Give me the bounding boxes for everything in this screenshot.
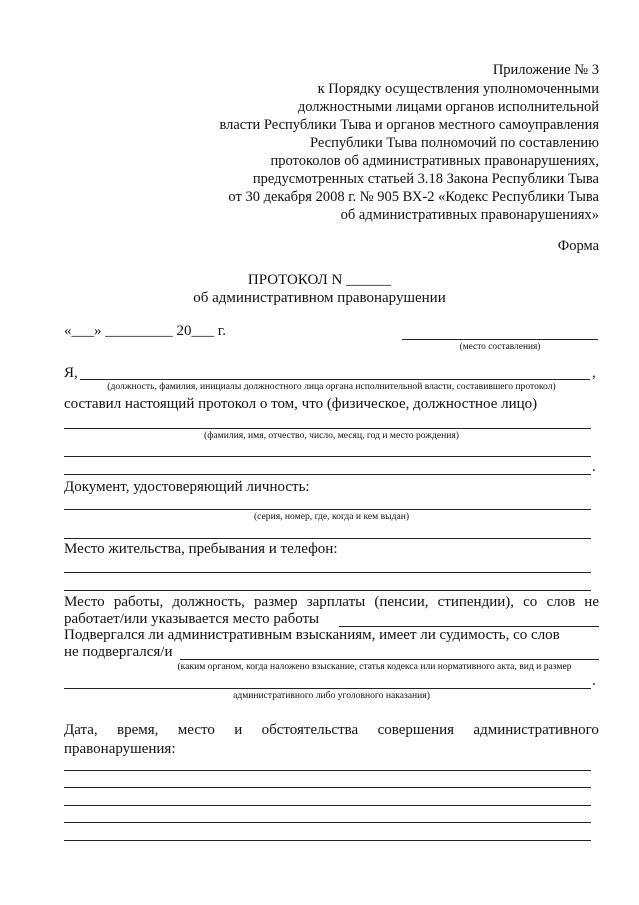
place-caption: (место составления) [459,342,541,352]
protocol-title: ПРОТОКОЛ N ______ [247,272,392,288]
word: стипендии), [437,594,515,610]
appendix-line: об административных правонарушениях» [340,207,599,223]
penalty-question: Подвергался ли административным взысканиям, имеет ли судимость, со слов [64,627,560,643]
penalty-answer-label: не подвергался/и [64,644,173,660]
official-caption: (должность, фамилия, инициалы должностного лица органа исполнительной власти, составившего протокол) [107,381,556,392]
appendix-line: предусмотренных статьей 3.18 Закона Республики Тыва [252,171,599,187]
penalty-line [64,688,591,689]
comma: , [592,365,596,381]
residence-line [64,572,591,573]
appendix-line: власти Республики Тыва и органов местного самоуправления [219,117,599,133]
word: Место [64,594,105,610]
circumstances-line1 [64,722,599,739]
word: не [584,594,599,610]
person-line [64,456,591,457]
composed-text: составил настоящий протокол о том, что (физическое, должностное лицо) [64,396,538,412]
circumstances-line [64,770,591,771]
person-caption: (фамилия, имя, отчество, число, месяц, год и место рождения) [204,430,459,441]
residence-label: Место жительства, пребывания и телефон: [64,541,338,557]
penalty-caption: (каким органом, когда наложено взыскание, статья кодекса или нормативного акта, вид и размер [177,661,572,672]
word: должность, [172,594,245,610]
word: (пенсии, [374,594,429,610]
appendix-line: к Порядку осуществления уполномоченными [317,81,599,97]
document-line [64,538,591,539]
word: слов [546,594,576,610]
residence-line [64,590,591,591]
place-line [402,339,598,340]
official-line [80,379,590,380]
work-text-line1 [64,594,599,611]
word: административного [473,722,599,738]
document-caption: (серия, номер, где, когда и кем выдан) [253,511,410,522]
appendix-line: протоколов об административных правонарушениях, [270,153,599,169]
form-label: Форма [557,238,599,254]
circumstances-line [64,787,591,788]
word: Дата, [64,722,98,738]
word: и [234,722,243,738]
appendix-number: Приложение № 3 [492,62,599,78]
word: зарплаты [306,594,366,610]
word: размер [254,594,298,610]
word: работы, [113,594,164,610]
person-line [64,474,591,475]
document-label: Документ, удостоверяющий личность: [64,479,310,495]
penalty-line [180,659,599,660]
circumstances-line [64,822,591,823]
circumstances-line [64,805,591,806]
circumstances-line [64,840,591,841]
word: со [523,594,538,610]
document-line [64,509,591,510]
appendix-line: должностными лицами органов исполнительной [297,99,599,115]
word: время, [117,722,159,738]
period: . [592,459,596,475]
period: . [592,673,596,689]
word: место [177,722,215,738]
word: совершения [377,722,455,738]
protocol-date: «___» _________ 20___ г. [64,323,226,339]
protocol-subtitle: об административном правонарушении [193,290,446,306]
circumstances-line2: правонарушения: [64,741,176,757]
ya-label: Я, [64,365,78,381]
word: обстоятельства [261,722,359,738]
appendix-line: от 30 декабря 2008 г. № 905 ВХ-2 «Кодекс Республики Тыва [228,189,599,205]
person-line [64,428,591,429]
penalty-caption: административного либо уголовного наказания) [233,690,430,701]
work-text-line2: работает/или указывается место работы [64,611,320,627]
appendix-line: Республики Тыва полномочий по составлению [310,135,599,151]
